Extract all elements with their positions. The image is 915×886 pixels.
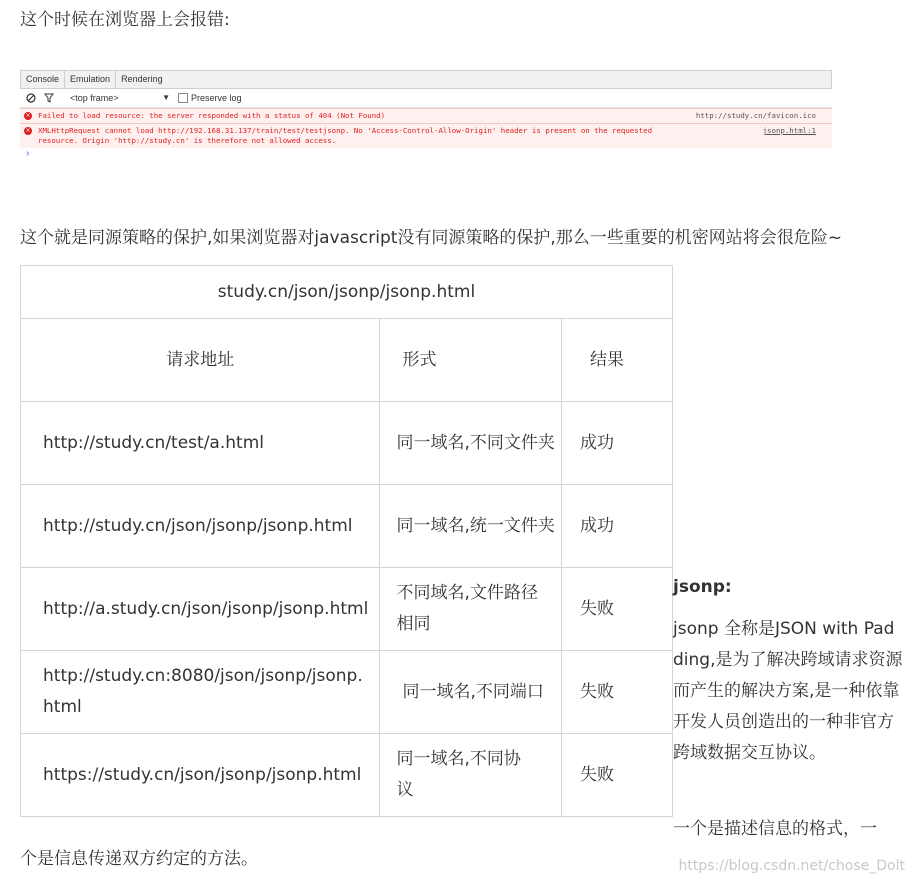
table-row [21, 651, 673, 734]
clear-console-icon[interactable] [24, 91, 38, 105]
watermark: https://blog.csdn.net/chose_Dolt [678, 858, 905, 874]
cell-form: 同一域名,统一文件夹 [380, 485, 562, 568]
devtools-toolbar [20, 89, 832, 108]
preserve-log-label: Preserve log [191, 93, 242, 103]
header-request-url: 请求地址 [21, 319, 380, 402]
frame-select-value: <top frame> [70, 93, 119, 103]
console-error-row [20, 123, 832, 148]
preserve-log-checkbox[interactable] [178, 93, 188, 103]
tab-emulation[interactable]: Emulation [65, 71, 116, 88]
cell-url: http://a.study.cn/json/jsonp/jsonp.html [21, 568, 380, 651]
cell-url: http://study.cn/test/a.html [21, 402, 380, 485]
console-error-message: XMLHttpRequest cannot load http://192.168.31.137/train/test/testjsonp. No 'Access-Control-Allow-Origin' header is present on the requested [38, 126, 653, 135]
jsonp-heading: jsonp: [673, 577, 732, 597]
filter-icon[interactable] [42, 91, 56, 105]
header-result: 结果 [562, 319, 673, 402]
error-icon: × [25, 127, 31, 134]
cell-form: 同一域名,不同协议 [380, 734, 562, 817]
header-form: 形式 [380, 319, 562, 402]
jsonp-tail-end: 个是信息传递双方约定的方法。 [20, 849, 258, 869]
console-error-message: Failed to load resource: the server responded with a status of 404 (Not Found) [38, 111, 386, 120]
table-row [21, 402, 673, 485]
cell-form: 同一域名,不同端口 [380, 651, 562, 734]
cell-url: https://study.cn/json/jsonp/jsonp.html [21, 734, 380, 817]
jsonp-tail-start: 一个是描述信息的格式，一 [673, 819, 877, 839]
error-icon: × [25, 112, 31, 119]
intro-text: 这个时候在浏览器上会报错: [20, 10, 230, 30]
console-prompt-icon[interactable]: › [26, 148, 30, 159]
same-origin-note: 这个就是同源策略的保护,如果浏览器对javascript没有同源策略的保护,那么一些重要的机密网站将会很危险~ [20, 228, 843, 248]
cell-form: 不同域名,文件路径相同 [380, 568, 562, 651]
devtools-tabs [20, 70, 832, 89]
cell-result: 失败 [562, 651, 673, 734]
chevron-down-icon: ▼ [162, 93, 170, 102]
table-row [21, 568, 673, 651]
cell-url: http://study.cn/json/jsonp/jsonp.html [21, 485, 380, 568]
table-row [21, 734, 673, 817]
console-error-message-continued: resource. Origin 'http://study.cn' is therefore not allowed access. [38, 136, 337, 145]
console-error-source-link[interactable]: jsonp.html:1 [762, 126, 816, 135]
cell-result: 失败 [562, 568, 673, 651]
cell-result: 失败 [562, 734, 673, 817]
same-origin-table [20, 265, 673, 817]
table-row [21, 485, 673, 568]
devtools-console-screenshot [20, 70, 832, 159]
jsonp-description: jsonp 全称是JSON with Padding,是为了解决跨域请求资源而产生的解决方案,是一种依靠开发人员创造出的一种非官方跨域数据交互协议。 [673, 619, 903, 763]
frame-select[interactable] [70, 93, 170, 103]
console-error-row [20, 108, 832, 123]
tab-rendering[interactable]: Rendering [121, 74, 163, 84]
cell-form: 同一域名,不同文件夹 [380, 402, 562, 485]
cell-result: 成功 [562, 485, 673, 568]
console-error-source[interactable]: http://study.cn/favicon.ico [695, 111, 816, 120]
cell-url: http://study.cn:8080/json/jsonp/jsonp.html [21, 651, 380, 734]
table-header-row [21, 319, 673, 402]
tab-console[interactable]: Console [21, 71, 65, 88]
cell-result: 成功 [562, 402, 673, 485]
table-title: study.cn/json/jsonp/jsonp.html [21, 266, 673, 319]
